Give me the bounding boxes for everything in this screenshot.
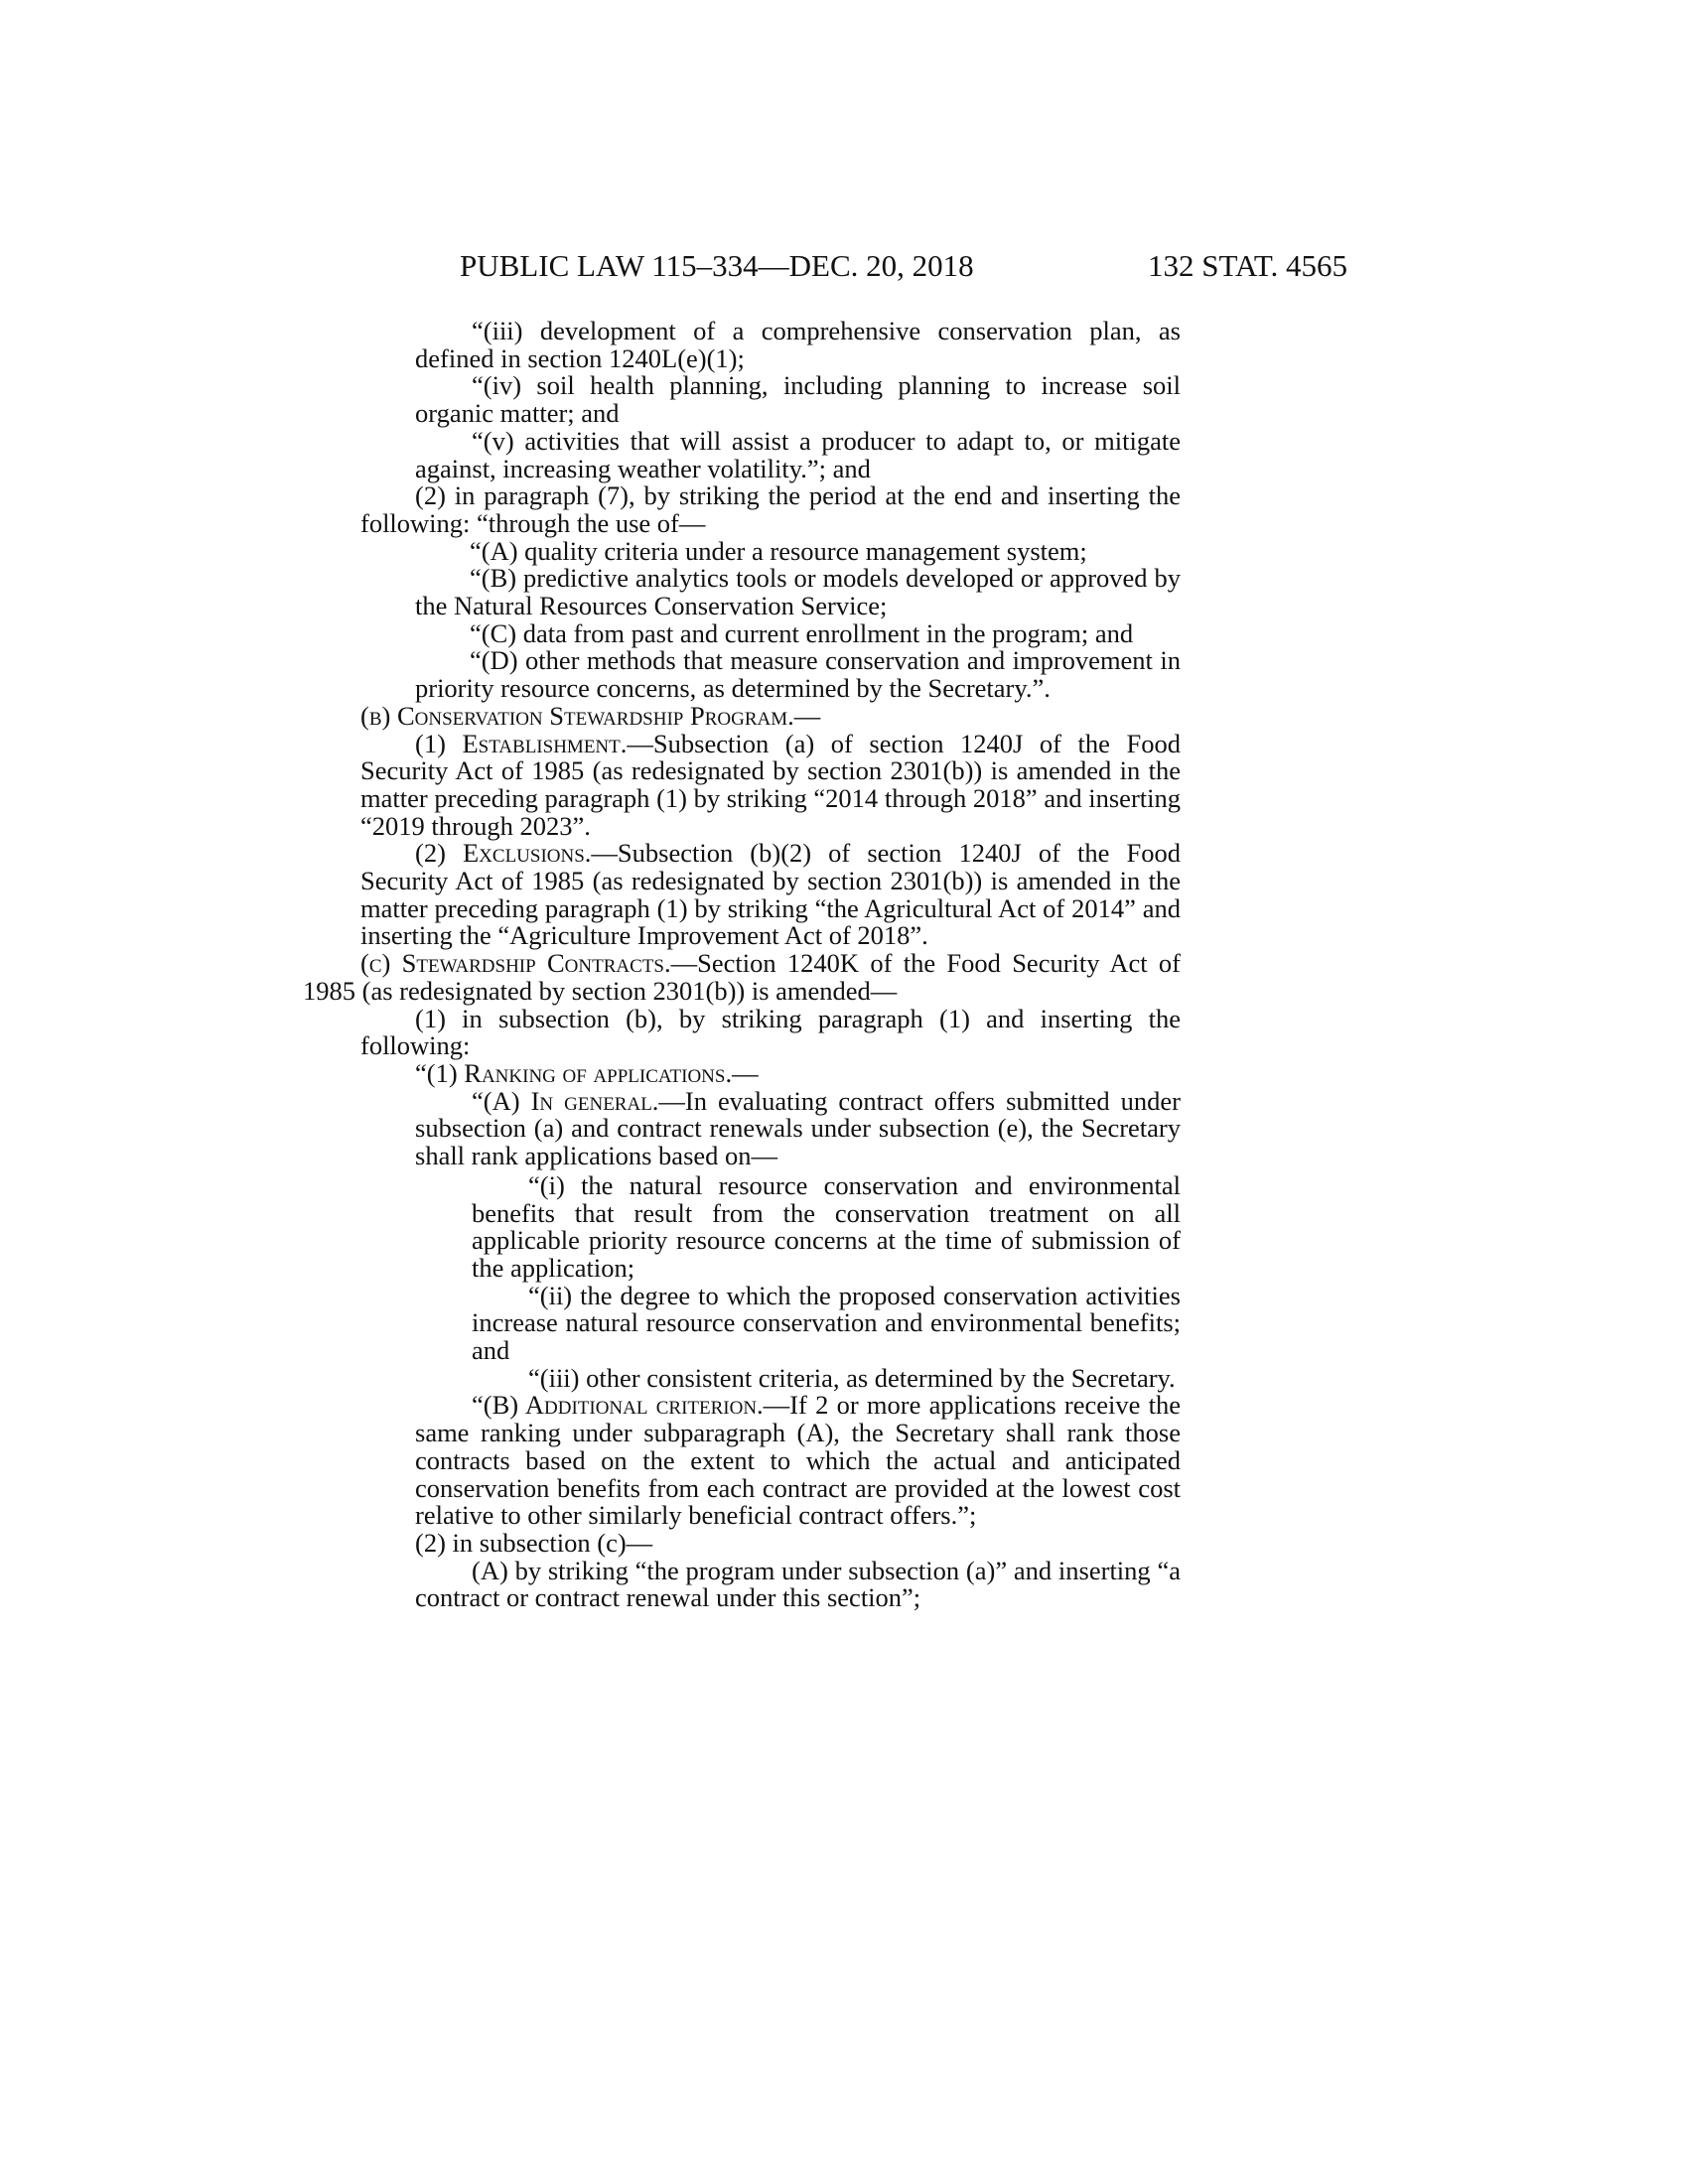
subsection-c-stewardship-contracts: (c) Stewardship Contracts.—Section 1240K of the Food Security Act of 1985 (as redesignated by section 2301(b)) is amended— [303,948,1181,1006]
subparagraph-a-in-general: “(A) In general.—In evaluating contract offers submitted under subsection (a) and contract renewals under subsection (e), the Secretary shall rank applications based on— [415,1085,1181,1171]
subparagraph-a-striking-program: (A) by striking “the program under subsection (a)” and inserting “a contract or contract renewal under this section”; [415,1555,1181,1613]
subparagraph-b-predictive-analytics: “(B) predictive analytics tools or models developed or approved by the Natural Resources Conservation Service; [415,563,1181,621]
statute-body [0,318,1688,1612]
clause-iv-soil-health: “(iv) soil health planning, including planning to increase soil organic matter; and [415,370,1181,429]
running-head [0,246,1688,286]
subparagraph-d-other-methods: “(D) other methods that measure conservation and improvement in priority resource concerns, as determined by the Secretary.”. [415,645,1181,704]
paragraph-2-amendment: (2) in paragraph (7), by striking the period at the end and inserting the following: “through the use of— [360,480,1181,538]
subparagraph-b-additional-criterion: “(B) Additional criterion.—If 2 or more applications receive the same ranking under subparagraph (A), the Secretary shall rank those contracts based on the extent to which the actual and anticipated conservation benefits from each contract are provided at the lowest cost relative to other similarly beneficial contract offers.”; [415,1390,1181,1531]
paragraph-1-establishment: (1) Establishment.—Subsection (a) of section 1240J of the Food Security Act of 1985 (as redesignated by section 2301(b)) is amended in the matter preceding paragraph (1) by striking “2014 through 2018” and inserting “2019 through 2023”. [360,728,1181,841]
clause-ii-degree-of-increase: “(ii) the degree to which the proposed conservation activities increase natural resource conservation and environmental benefits; and [472,1280,1181,1366]
paragraph-2-subsection-c: (2) in subsection (c)— [415,1527,653,1558]
public-law-citation: PUBLIC LAW 115–334—DEC. 20, 2018 [460,248,974,283]
subparagraph-c-enrollment-data: “(C) data from past and current enrollment in the program; and [470,617,1134,648]
clause-iii-comprehensive-plan: “(iii) development of a comprehensive conservation plan, as defined in section 1240L(e)(1); [415,316,1181,373]
subsection-b-heading: (b) Conservation Stewardship Program.— [360,700,821,731]
clause-i-natural-resource-benefits: “(i) the natural resource conservation and environmental benefits that result from the conservation treatment on all applicable priority resource concerns at the time of submission of the application; [472,1169,1181,1283]
paragraph-1-subsection-b: (1) in subsection (b), by striking paragraph (1) and inserting the following: [360,1003,1181,1061]
statute-page-number: 132 STAT. 4565 [1148,248,1348,283]
paragraph-2-exclusions: (2) Exclusions.—Subsection (b)(2) of section 1240J of the Food Security Act of 1985 (as redesignated by section 2301(b)) is amended in the matter preceding paragraph (1) by striking “the Agricultural Act of 2014” and inserting the “Agriculture Improvement Act of 2018”. [360,838,1181,951]
clause-v-weather-volatility: “(v) activities that will assist a producer to adapt to, or mitigate against, increasing weather volatility.”; and [415,425,1181,483]
ranking-of-applications-heading: “(1) Ranking of applications.— [415,1057,759,1088]
clause-iii-other-criteria: “(iii) other consistent criteria, as determined by the Secretary. [528,1362,1176,1393]
subparagraph-a-quality-criteria: “(A) quality criteria under a resource management system; [470,535,1087,566]
